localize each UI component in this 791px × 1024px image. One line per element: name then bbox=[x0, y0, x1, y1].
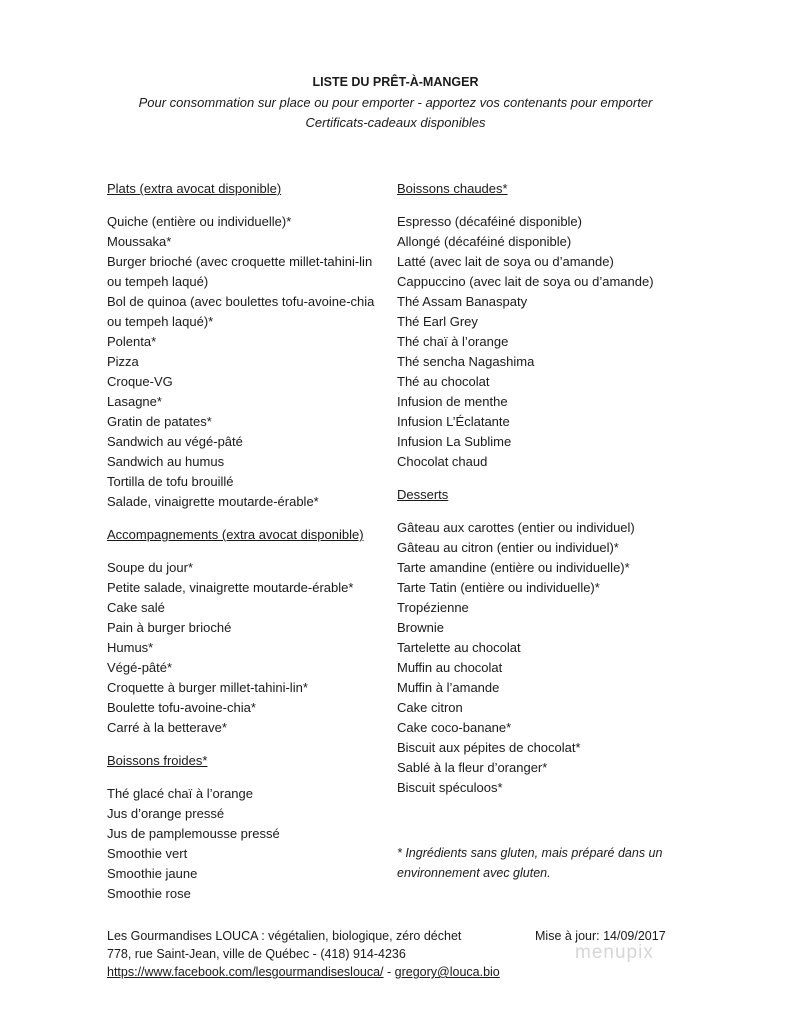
gluten-note-line-1: * Ingrédients sans gluten, mais préparé dans un bbox=[397, 846, 663, 860]
menu-item: Thé Assam Banaspaty bbox=[397, 294, 528, 309]
menu-item: Lasagne* bbox=[107, 394, 162, 409]
menu-item: Tortilla de tofu brouillé bbox=[107, 474, 234, 489]
menu-item-list bbox=[107, 558, 392, 738]
menu-item: Sandwich au végé-pâté bbox=[107, 434, 243, 449]
menu-item: Muffin à l’amande bbox=[397, 680, 500, 695]
menu-item: Jus de pamplemousse pressé bbox=[107, 826, 280, 841]
menu-item: Biscuit spéculoos* bbox=[397, 780, 503, 795]
menu-item: Gâteau au citron (entier ou individuel)* bbox=[397, 540, 619, 555]
menu-item: Cappuccino (avec lait de soya ou d’amande) bbox=[397, 274, 654, 289]
menu-item-list bbox=[397, 518, 697, 798]
facebook-link[interactable]: https://www.facebook.com/lesgourmandiseslouca/ bbox=[107, 965, 384, 979]
menu-item: Biscuit aux pépites de chocolat* bbox=[397, 740, 581, 755]
page-subtitle bbox=[0, 93, 791, 133]
page-title: LISTE DU PRÊT-À-MANGER bbox=[312, 75, 479, 89]
section-heading: Desserts bbox=[397, 487, 449, 502]
menu-item: Muffin au chocolat bbox=[397, 660, 503, 675]
menu-item: Sandwich au humus bbox=[107, 454, 225, 469]
gluten-note-line-2: environnement avec gluten. bbox=[397, 866, 551, 880]
menu-item: Cake citron bbox=[397, 700, 463, 715]
menu-item: Thé chaï à l’orange bbox=[397, 334, 509, 349]
menu-item: Tarte Tatin (entière ou individuelle)* bbox=[397, 580, 600, 595]
section-heading: Boissons froides* bbox=[107, 753, 208, 768]
left-menu-column bbox=[107, 179, 392, 904]
menu-section bbox=[397, 485, 697, 798]
menu-item: Jus d’orange pressé bbox=[107, 806, 225, 821]
email-link[interactable]: gregory@louca.bio bbox=[394, 965, 500, 979]
menu-item: Gratin de patates* bbox=[107, 414, 212, 429]
subtitle-line-2: Certificats-cadeaux disponibles bbox=[305, 115, 486, 130]
menu-item: Smoothie jaune bbox=[107, 866, 198, 881]
update-date: Mise à jour: 14/09/2017 bbox=[535, 929, 666, 943]
menu-item: Thé glacé chaï à l’orange bbox=[107, 786, 253, 801]
footer-links bbox=[107, 963, 707, 981]
menu-item: Polenta* bbox=[107, 334, 157, 349]
menu-item: Tropézienne bbox=[397, 600, 469, 615]
menu-item: Moussaka* bbox=[107, 234, 172, 249]
menu-item: Bol de quinoa (avec boulettes tofu-avoine-chia bbox=[107, 294, 375, 309]
menu-item: Infusion de menthe bbox=[397, 394, 508, 409]
menu-item: Végé-pâté* bbox=[107, 660, 173, 675]
footer-business-line: Les Gourmandises LOUCA : végétalien, biologique, zéro déchet bbox=[107, 929, 462, 943]
right-menu-column bbox=[397, 179, 697, 798]
menu-item: Pizza bbox=[107, 354, 139, 369]
menu-item: Smoothie rose bbox=[107, 886, 191, 901]
watermark-logo: menupix bbox=[575, 942, 654, 963]
section-heading: Plats (extra avocat disponible) bbox=[107, 181, 282, 196]
menu-item: Tarte amandine (entière ou individuelle)* bbox=[397, 560, 630, 575]
section-heading: Accompagnements (extra avocat disponible) bbox=[107, 527, 364, 542]
subtitle-line-1: Pour consommation sur place ou pour emporter - apportez vos contenants pour emporter bbox=[138, 95, 653, 110]
menu-item: Chocolat chaud bbox=[397, 454, 488, 469]
menu-item: Quiche (entière ou individuelle)* bbox=[107, 214, 292, 229]
footer-link-separator: - bbox=[383, 965, 395, 979]
menu-item: Salade, vinaigrette moutarde-érable* bbox=[107, 494, 319, 509]
footer-address-line: 778, rue Saint-Jean, ville de Québec - (418) 914-4236 bbox=[107, 947, 406, 961]
menu-item-list bbox=[107, 212, 392, 512]
gluten-note bbox=[397, 843, 697, 883]
menu-item-list bbox=[397, 212, 697, 472]
menu-item: Sablé à la fleur d’oranger* bbox=[397, 760, 548, 775]
menu-item: Cake coco-banane* bbox=[397, 720, 512, 735]
menu-item: ou tempeh laqué) bbox=[107, 274, 209, 289]
menu-item: Allongé (décaféiné disponible) bbox=[397, 234, 572, 249]
menu-item: Espresso (décaféiné disponible) bbox=[397, 214, 582, 229]
menu-item: Thé Earl Grey bbox=[397, 314, 478, 329]
menu-item: Petite salade, vinaigrette moutarde-érable* bbox=[107, 580, 354, 595]
section-heading: Boissons chaudes* bbox=[397, 181, 508, 196]
page-header bbox=[0, 74, 791, 133]
menu-item: Brownie bbox=[397, 620, 444, 635]
menu-section bbox=[107, 179, 392, 512]
menu-item: Pain à burger brioché bbox=[107, 620, 232, 635]
menu-item: Humus* bbox=[107, 640, 154, 655]
menu-section bbox=[107, 751, 392, 904]
menu-item: Thé sencha Nagashima bbox=[397, 354, 535, 369]
menu-item: ou tempeh laqué)* bbox=[107, 314, 214, 329]
menu-item: Boulette tofu-avoine-chia* bbox=[107, 700, 256, 715]
menu-item: Infusion L’Éclatante bbox=[397, 414, 510, 429]
menu-item: Burger brioché (avec croquette millet-tahini-lin bbox=[107, 254, 373, 269]
menu-item: Soupe du jour* bbox=[107, 560, 194, 575]
menu-item-list bbox=[107, 784, 392, 904]
menu-item: Gâteau aux carottes (entier ou individuel) bbox=[397, 520, 635, 535]
menu-item: Croquette à burger millet-tahini-lin* bbox=[107, 680, 308, 695]
menu-section bbox=[107, 525, 392, 738]
menu-item: Smoothie vert bbox=[107, 846, 188, 861]
menu-item: Infusion La Sublime bbox=[397, 434, 512, 449]
menu-item: Croque-VG bbox=[107, 374, 173, 389]
menu-item: Carré à la betterave* bbox=[107, 720, 227, 735]
menu-item: Thé au chocolat bbox=[397, 374, 490, 389]
menu-item: Cake salé bbox=[107, 600, 165, 615]
menu-section bbox=[397, 179, 697, 472]
menu-item: Latté (avec lait de soya ou d’amande) bbox=[397, 254, 614, 269]
menu-item: Tartelette au chocolat bbox=[397, 640, 521, 655]
